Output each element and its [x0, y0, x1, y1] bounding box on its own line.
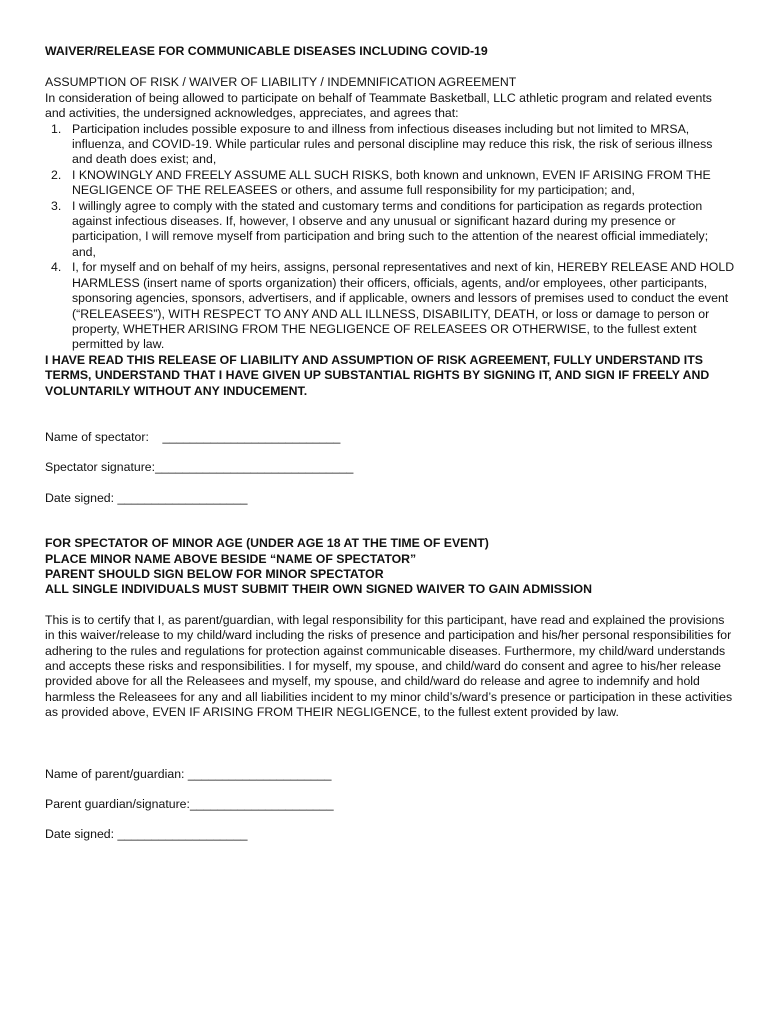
spacer — [45, 812, 735, 827]
spectator-signature-line[interactable]: _____________________________ — [155, 460, 354, 475]
agreement-subtitle: ASSUMPTION OF RISK / WAIVER OF LIABILITY / INDEMNIFICATION AGREEMENT — [45, 75, 517, 90]
spacer — [45, 399, 735, 430]
list-item — [45, 122, 735, 168]
spectator-signature-field[interactable] — [45, 460, 735, 475]
item-number: 3. — [51, 198, 62, 213]
intro-paragraph: In consideration of being allowed to participate on behalf of Teammate Basketball, LLC athletic program and related events and activities, the undersigned acknowledges, appreciates, and agrees that: — [45, 90, 712, 121]
parent-signature-line[interactable]: _____________________ — [189, 797, 334, 812]
item-text: I KNOWINGLY AND FREELY ASSUME ALL SUCH RISKS, both known and unknown, EVEN IF ARISING FROM THE NEGLIGENCE OF THE RELEASEES or others, and assume full responsibility for my participation; and, — [72, 167, 711, 198]
spectator-name-line[interactable]: __________________________ — [148, 429, 341, 444]
parent-name-line[interactable]: _____________________ — [187, 766, 332, 781]
item-number: 2. — [51, 167, 62, 182]
spectator-name-label: Name of spectator: — [45, 429, 149, 444]
list-item — [45, 168, 735, 199]
terms-list — [45, 122, 735, 353]
parent-date-line[interactable]: ___________________ — [117, 827, 248, 842]
parent-name-label: Name of parent/guardian: — [45, 766, 188, 781]
spacer — [45, 445, 735, 460]
parent-signature-field[interactable] — [45, 797, 735, 812]
minor-instruction-line: ALL SINGLE INDIVIDUALS MUST SUBMIT THEIR OWN SIGNED WAIVER TO GAIN ADMISSION — [45, 582, 593, 597]
spacer — [45, 721, 735, 767]
item-text: I, for myself and on behalf of my heirs, assigns, personal representatives and next of kin, HEREBY RELEASE AND HOLD HARMLESS (insert name of sports organization) their officers, officials, agents, and/or employees, other participants, sponsoring agencies, sponsors, advertisers, and if applicable, owners and lessors of premises used to conduct the event (“RELEASEES”), WITH RESPECT TO ANY AND ALL ILLNESS, DISABILITY, DEATH, or loss or damage to person or property, WHETHER ARISING FROM THE NEGLIGENCE OF RELEASEES OR OTHERWISE, to the fullest extent permitted by law. — [72, 260, 735, 352]
minor-instruction-line: PLACE MINOR NAME ABOVE BESIDE “NAME OF SPECTATOR” — [45, 551, 417, 566]
spacer — [45, 506, 735, 536]
minor-spectator-instructions — [45, 536, 735, 598]
list-item — [45, 199, 735, 261]
item-text: Participation includes possible exposure to and illness from infectious diseases including but not limited to MRSA, influenza, and COVID-19. While particular rules and personal discipline may reduce this risk, the risk of serious illness and death does exist; and, — [72, 121, 713, 167]
item-number: 4. — [51, 260, 62, 275]
spacer — [45, 59, 735, 75]
spacer — [45, 782, 735, 797]
spectator-date-field[interactable] — [45, 491, 735, 506]
minor-instruction-line: PARENT SHOULD SIGN BELOW FOR MINOR SPECTATOR — [45, 566, 384, 581]
parent-date-label: Date signed: — [45, 827, 118, 842]
item-text: I willingly agree to comply with the stated and customary terms and conditions for participation as regards protection against infectious diseases. If, however, I observe and any unusual or significant hazard during my presence or participation, I will remove myself from participation and bring such to the attention of the nearest official immediately; and, — [72, 198, 709, 259]
parent-signature-label: Parent guardian/signature: — [45, 797, 190, 812]
spectator-date-line[interactable]: ___________________ — [117, 490, 248, 505]
spectator-date-label: Date signed: — [45, 490, 118, 505]
acknowledgement-statement: I HAVE READ THIS RELEASE OF LIABILITY AND ASSUMPTION OF RISK AGREEMENT, FULLY UNDERSTAND ITS TERMS, UNDERSTAND THAT I HAVE GIVEN UP SUBSTANTIAL RIGHTS BY SIGNING IT, AND SIGN IF FREELY AND VOLUNTARILY WITHOUT ANY INDUCEMENT. — [45, 352, 710, 398]
spectator-signature-label: Spectator signature: — [45, 460, 156, 475]
parent-name-field[interactable] — [45, 767, 735, 782]
spacer — [45, 598, 735, 613]
minor-instruction-line: FOR SPECTATOR OF MINOR AGE (UNDER AGE 18 AT THE TIME OF EVENT) — [45, 536, 489, 551]
document-title: WAIVER/RELEASE FOR COMMUNICABLE DISEASES INCLUDING COVID-19 — [45, 44, 488, 58]
item-number: 1. — [51, 121, 62, 136]
waiver-document — [45, 44, 735, 843]
list-item — [45, 260, 735, 352]
parent-date-field[interactable] — [45, 827, 735, 842]
parent-certification-paragraph: This is to certify that I, as parent/guardian, with legal responsibility for this participant, have read and explained the provisions in this waiver/release to my child/ward including the risks of presence and participation and his/her personal responsibilities for adhering to the rules and regulations for protection against communicable diseases. Furthermore, my child/ward understands and accepts these risks and responsibilities. I for myself, my spouse, and child/ward do consent and agree to his/her release provided above for all the Releasees and myself, my spouse, and child/ward do release and agree to indemnify and hold harmless the Releasees for any and all liabilities incident to my minor child’s/ward’s presence or participation in these activities as provided above, EVEN IF ARISING FROM THEIR NEGLIGENCE, to the fullest extent provided by law. — [45, 612, 733, 720]
spectator-name-field[interactable] — [45, 430, 735, 445]
spacer — [45, 476, 735, 491]
